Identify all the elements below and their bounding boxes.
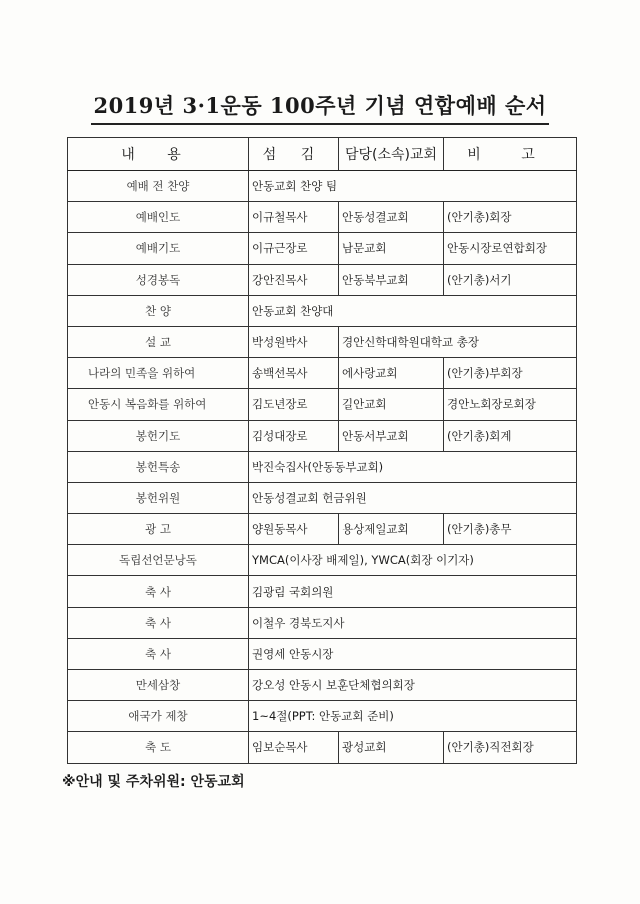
row-officiant: 김도년장로 [249, 389, 339, 420]
row-item: 축 도 [68, 732, 249, 763]
row-note: (안기총)부회장 [444, 358, 577, 389]
row-item: 나라의 민족을 위하여 [68, 358, 249, 389]
row-item: 예배 전 찬양 [68, 171, 249, 202]
row-note: (안기총)회장 [444, 202, 577, 233]
table-row [68, 701, 577, 732]
row-item: 만세삼창 [68, 670, 249, 701]
row-item: 축 사 [68, 607, 249, 638]
table-row [68, 732, 577, 763]
row-item: 봉헌기도 [68, 420, 249, 451]
row-church: 안동서부교회 [339, 420, 444, 451]
table-row [68, 264, 577, 295]
table-row [68, 358, 577, 389]
program-body [68, 171, 577, 764]
row-officiant: 김성대장로 [249, 420, 339, 451]
row-officiant-merged: 권영세 안동시장 [249, 638, 577, 669]
row-officiant-merged: YMCA(이사장 배제일), YWCA(회장 이기자) [249, 545, 577, 576]
row-item: 봉헌위원 [68, 482, 249, 513]
row-officiant: 박성원박사 [249, 326, 339, 357]
row-officiant-merged: 안동교회 찬양대 [249, 295, 577, 326]
row-note: (안기총)직전회장 [444, 732, 577, 763]
title-text: 2019년 3·1운동 100주년 기념 연합예배 순서 [91, 90, 548, 125]
row-church: 광성교회 [339, 732, 444, 763]
table-row [68, 514, 577, 545]
row-officiant-merged: 박진숙집사(안동동부교회) [249, 451, 577, 482]
program-table [67, 137, 577, 764]
table-row [68, 607, 577, 638]
row-note: (안기총)총무 [444, 514, 577, 545]
table-row [68, 233, 577, 264]
row-note: (안기총)회계 [444, 420, 577, 451]
row-officiant-merged: 1~4절(PPT: 안동교회 준비) [249, 701, 577, 732]
table-row [68, 670, 577, 701]
row-note: 안동시장로연합회장 [444, 233, 577, 264]
header-church: 담당(소속)교회 [339, 138, 444, 171]
row-officiant: 송백선목사 [249, 358, 339, 389]
page-title [0, 90, 640, 125]
row-item: 예배기도 [68, 233, 249, 264]
row-officiant-merged: 강오성 안동시 보훈단체협의회장 [249, 670, 577, 701]
row-item: 찬 양 [68, 295, 249, 326]
row-officiant: 강안진목사 [249, 264, 339, 295]
row-note: 경안노회장로회장 [444, 389, 577, 420]
header-officiant: 섬 김 [249, 138, 339, 171]
table-row [68, 638, 577, 669]
table-row [68, 202, 577, 233]
row-officiant: 임보순목사 [249, 732, 339, 763]
row-officiant: 양원동목사 [249, 514, 339, 545]
row-item: 축 사 [68, 576, 249, 607]
row-officiant: 이규근장로 [249, 233, 339, 264]
footer-note: ※안내 및 주차위원: 안동교회 [62, 774, 245, 790]
row-item: 성경봉독 [68, 264, 249, 295]
table-row [68, 326, 577, 357]
table-row [68, 171, 577, 202]
row-item: 예배인도 [68, 202, 249, 233]
row-church: 경안신학대학원대학교 총장 [339, 326, 577, 357]
row-item: 축 사 [68, 638, 249, 669]
table-row [68, 576, 577, 607]
row-church: 길안교회 [339, 389, 444, 420]
row-item: 독립선언문낭독 [68, 545, 249, 576]
table-header-row [68, 138, 577, 171]
row-officiant: 이규철목사 [249, 202, 339, 233]
row-officiant-merged: 안동교회 찬양 팀 [249, 171, 577, 202]
table-row [68, 545, 577, 576]
table-row [68, 389, 577, 420]
row-item: 광 고 [68, 514, 249, 545]
row-church: 용상제일교회 [339, 514, 444, 545]
row-item: 애국가 제창 [68, 701, 249, 732]
row-church: 안동북부교회 [339, 264, 444, 295]
row-officiant-merged: 이철우 경북도지사 [249, 607, 577, 638]
row-item: 봉헌특송 [68, 451, 249, 482]
row-item: 설 교 [68, 326, 249, 357]
row-note: (안기총)서기 [444, 264, 577, 295]
table-row [68, 420, 577, 451]
row-church: 남문교회 [339, 233, 444, 264]
header-note: 비 고 [444, 138, 577, 171]
row-item: 안동시 복음화를 위하여 [68, 389, 249, 420]
table-row [68, 482, 577, 513]
row-officiant-merged: 김광림 국회의원 [249, 576, 577, 607]
row-church: 안동성결교회 [339, 202, 444, 233]
row-church: 에사랑교회 [339, 358, 444, 389]
header-item: 내 용 [68, 138, 249, 171]
table-row [68, 295, 577, 326]
table-row [68, 451, 577, 482]
row-officiant-merged: 안동성결교회 헌금위원 [249, 482, 577, 513]
